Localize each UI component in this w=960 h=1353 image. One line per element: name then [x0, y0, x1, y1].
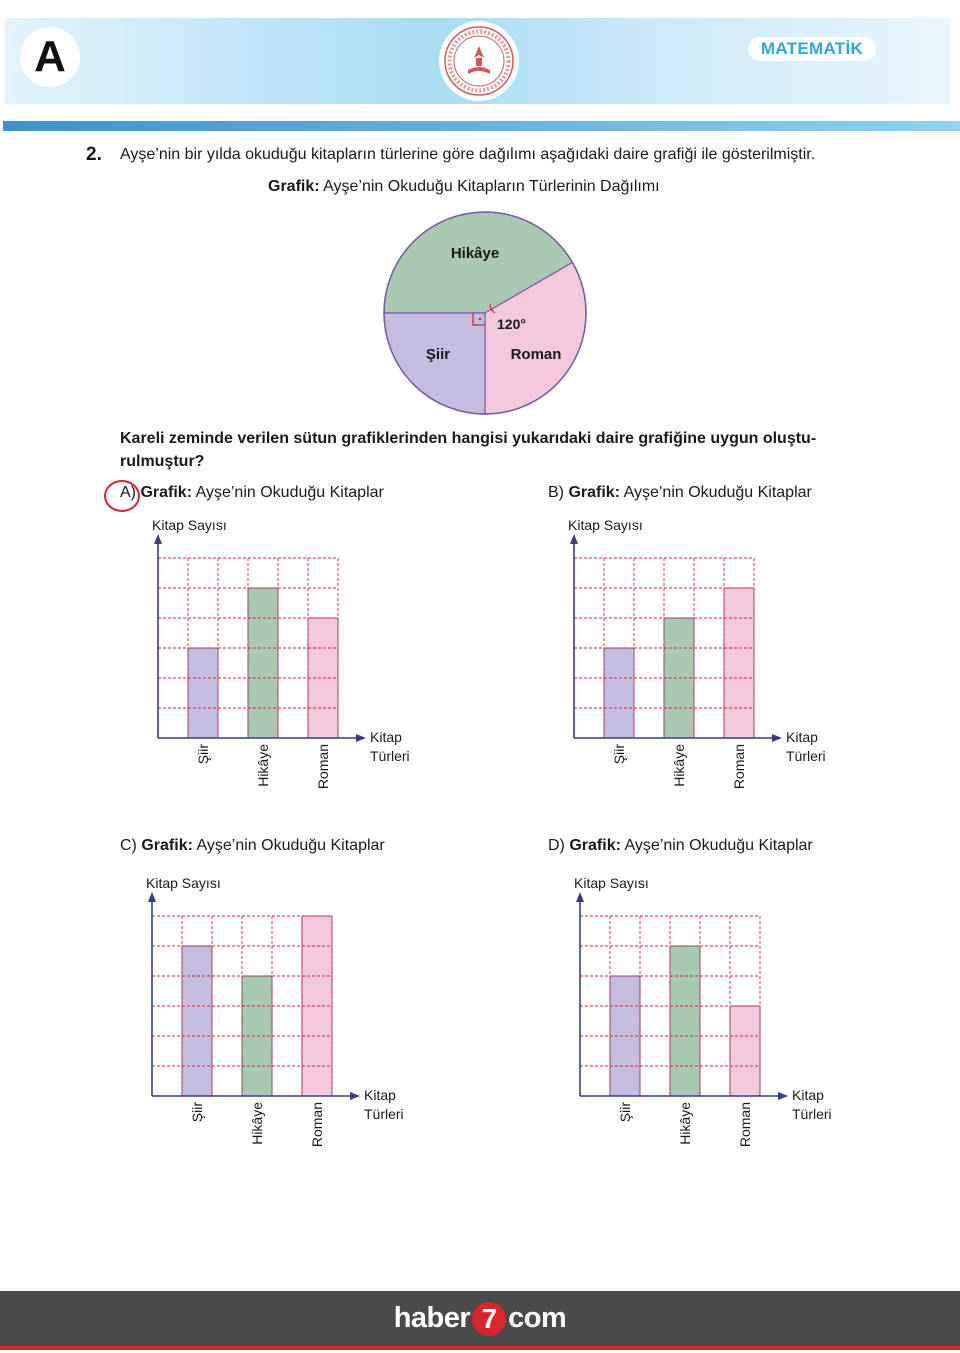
- pie-title-text: Ayşe’nin Okuduğu Kitapların Türlerinin Dağılımı: [323, 178, 660, 195]
- footer-accent-line: [0, 1346, 960, 1350]
- option-d-bar-2: [670, 946, 700, 1096]
- option-a-title: Ayşe’nin Okuduğu Kitaplar: [195, 484, 384, 501]
- option-c-title: Ayşe’nin Okuduğu Kitaplar: [196, 837, 385, 854]
- header-divider: [3, 121, 960, 131]
- option-b-bar-1: [604, 648, 634, 738]
- pie-chart-title: [268, 178, 660, 196]
- option-d-title-prefix: Grafik:: [569, 837, 621, 854]
- question-text: Ayşe’nin bir yılda okuduğu kitapların türlerine göre dağılımı aşağıdaki daire grafiği ile gösterilmiştir.: [120, 146, 816, 163]
- option-a-category-label-1: Şiir: [195, 744, 211, 765]
- option-d-bar-3: [730, 1006, 760, 1096]
- option-a-bar-chart[interactable]: [140, 512, 440, 812]
- option-d-header[interactable]: [548, 837, 813, 855]
- option-a-x-axis-label-2: Türleri: [370, 748, 410, 764]
- question-number: 2.: [86, 144, 102, 165]
- subject-label: MATEMATİK: [748, 37, 876, 61]
- option-c-x-arrow: [350, 1092, 360, 1100]
- pie-slice-3: [384, 313, 485, 414]
- option-c-bar-chart[interactable]: [134, 870, 434, 1170]
- option-b-y-axis-label: Kitap Sayısı: [568, 517, 643, 533]
- option-a-category-label-2: Hikâye: [255, 744, 271, 787]
- option-d-letter: D): [548, 837, 565, 854]
- option-a-header[interactable]: [120, 484, 384, 502]
- option-b-category-label-2: Hikâye: [671, 744, 687, 787]
- booklet-letter-badge: A: [20, 27, 80, 87]
- option-d-x-axis-label-2: Türleri: [792, 1106, 832, 1122]
- option-c-x-axis-label-2: Türleri: [364, 1106, 404, 1122]
- pie-title-prefix: Grafik:: [268, 178, 320, 195]
- option-a-bar-2: [248, 588, 278, 738]
- option-c-y-arrow: [148, 892, 156, 902]
- option-c-title-prefix: Grafik:: [141, 837, 193, 854]
- option-a-y-axis-label: Kitap Sayısı: [152, 517, 227, 533]
- option-b-header[interactable]: [548, 484, 812, 502]
- pie-label-2: Roman: [510, 346, 562, 363]
- option-d-category-label-2: Hikâye: [677, 1102, 693, 1145]
- option-b-category-label-3: Roman: [731, 744, 747, 790]
- option-b-x-axis-label-2: Türleri: [786, 748, 826, 764]
- option-a-x-axis-label-1: Kitap: [370, 729, 402, 745]
- pie-chart: [380, 208, 590, 418]
- logo-seven-badge: 7: [472, 1302, 506, 1336]
- option-d-x-axis-label-1: Kitap: [792, 1087, 824, 1103]
- option-b-x-arrow: [772, 734, 782, 742]
- option-b-bar-chart[interactable]: [556, 512, 856, 812]
- option-c-bar-1: [182, 946, 212, 1096]
- option-c-x-axis-label-1: Kitap: [364, 1087, 396, 1103]
- option-c-header[interactable]: [120, 837, 385, 855]
- pie-label-1: Hikâye: [450, 245, 500, 262]
- option-d-category-label-3: Roman: [737, 1102, 753, 1148]
- option-c-y-axis-label: Kitap Sayısı: [146, 875, 221, 891]
- pie-angle-label: 120°: [497, 316, 526, 332]
- option-b-x-axis-label-1: Kitap: [786, 729, 818, 745]
- option-a-letter: A): [120, 484, 136, 501]
- question-prompt: Kareli zeminde verilen sütun grafiklerinden hangisi yukarıdaki daire grafiğine uygun oluştu-rulmuştur?: [120, 430, 817, 470]
- option-b-bar-3: [724, 588, 754, 738]
- option-a-title-prefix: Grafik:: [140, 484, 193, 501]
- option-c-category-label-2: Hikâye: [249, 1102, 265, 1145]
- option-c-category-label-1: Şiir: [189, 1102, 205, 1123]
- option-d-title: Ayşe’nin Okuduğu Kitaplar: [624, 837, 813, 854]
- option-b-title: Ayşe’nin Okuduğu Kitaplar: [623, 484, 812, 501]
- option-d-x-arrow: [778, 1092, 788, 1100]
- pie-label-3: Şiir: [425, 346, 451, 363]
- option-d-bar-chart[interactable]: [562, 870, 862, 1170]
- angle-dot: [479, 318, 482, 321]
- option-b-y-arrow: [570, 534, 578, 544]
- option-c-letter: C): [120, 837, 137, 854]
- option-a-y-arrow: [154, 534, 162, 544]
- logo-text-right: com: [508, 1302, 567, 1334]
- option-b-title-prefix: Grafik:: [568, 484, 621, 501]
- option-c-category-label-3: Roman: [309, 1102, 325, 1148]
- option-d-category-label-1: Şiir: [617, 1102, 633, 1123]
- haber7-logo[interactable]: [0, 1291, 960, 1346]
- ministry-seal-icon: [438, 20, 520, 102]
- option-b-category-label-1: Şiir: [611, 744, 627, 765]
- option-d-y-axis-label: Kitap Sayısı: [574, 875, 649, 891]
- option-a-bar-1: [188, 648, 218, 738]
- option-a-category-label-3: Roman: [315, 744, 331, 790]
- option-a-x-arrow: [356, 734, 366, 742]
- option-d-y-arrow: [576, 892, 584, 902]
- option-b-letter: B): [548, 484, 564, 501]
- logo-text-left: haber: [393, 1302, 471, 1334]
